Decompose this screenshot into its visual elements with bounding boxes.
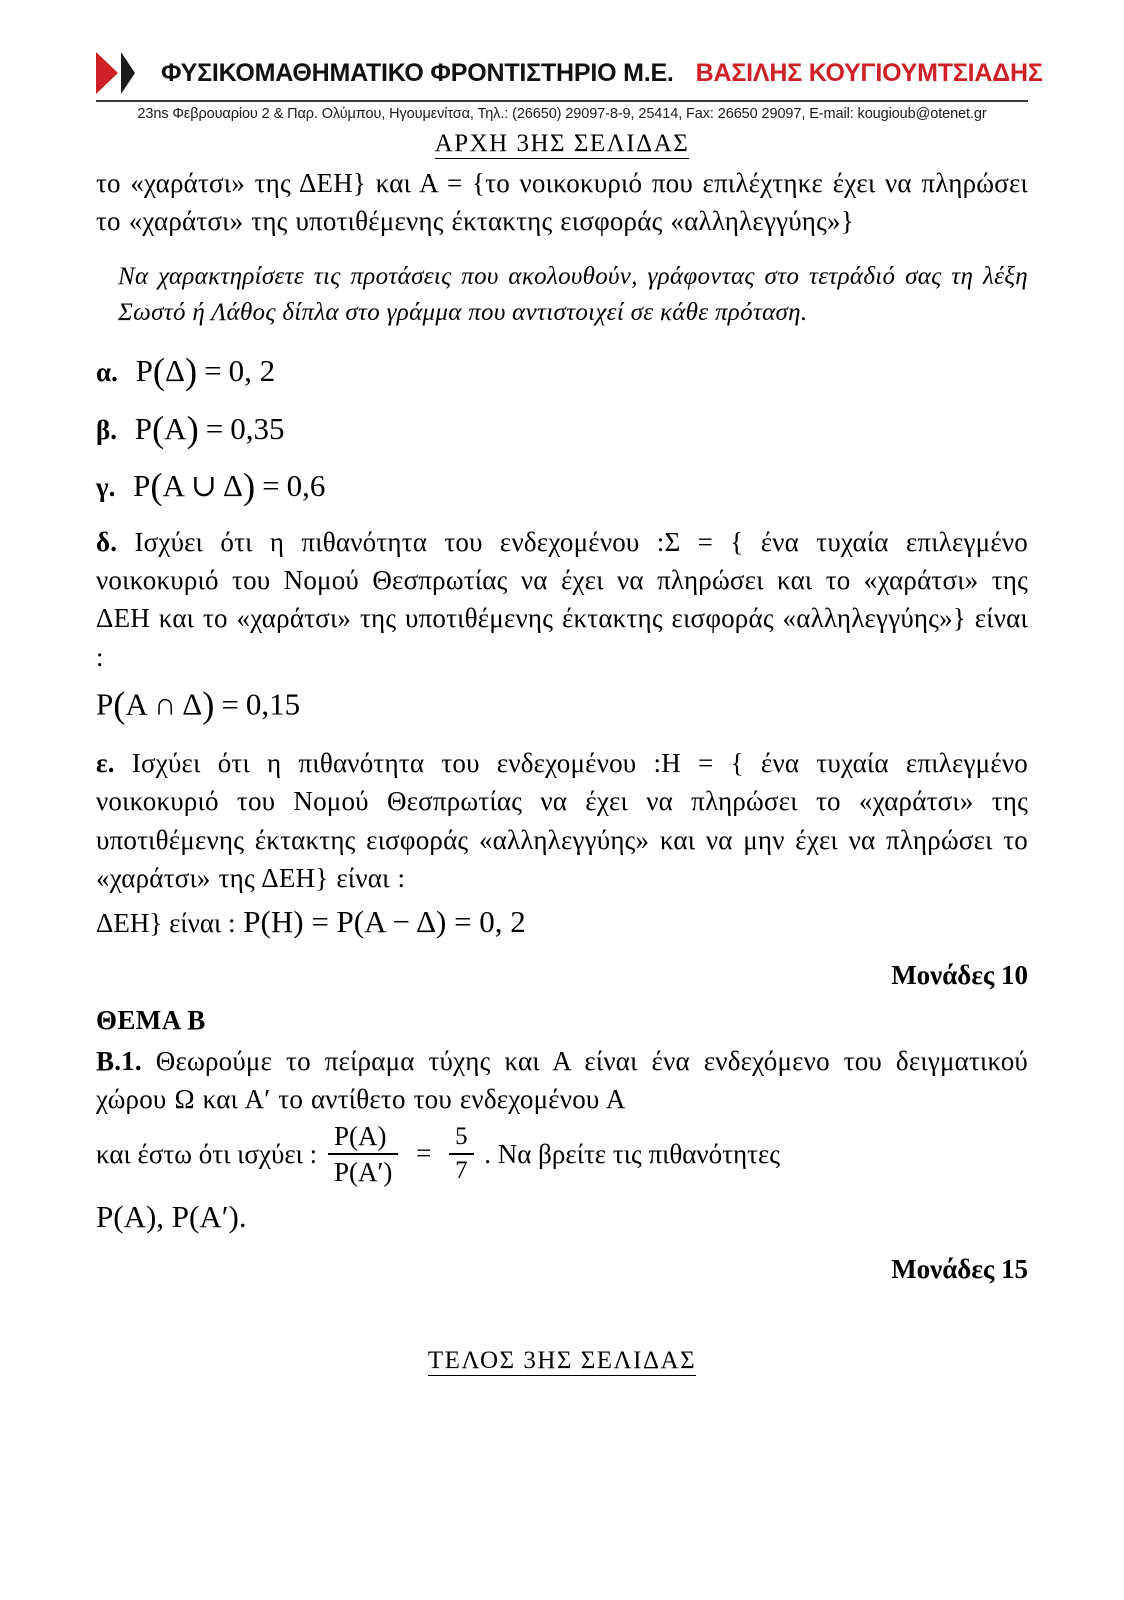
statement-alpha-label: α. xyxy=(96,356,118,387)
statement-epsilon-equation: P(Η) = P(Α − Δ) = 0, 2 xyxy=(243,904,526,940)
statement-beta xyxy=(96,407,1028,451)
statement-beta-label: β. xyxy=(96,414,117,445)
statement-alpha xyxy=(96,349,1028,393)
probability-symbol: P xyxy=(96,686,114,722)
units-10: Μονάδες 10 xyxy=(891,959,1028,990)
statement-delta-formula: P(Α ∩ Δ) = 0,15 xyxy=(96,684,301,726)
letterhead-row xyxy=(96,52,1043,94)
equals-sign: = xyxy=(416,1138,432,1169)
b1-paragraph xyxy=(96,1042,1028,1119)
value: 0,15 xyxy=(245,686,301,722)
letterhead xyxy=(0,0,1124,122)
event-argument: Α ∪ Δ xyxy=(162,468,243,504)
b1-tail: . Να βρείτε τις πιθανότητες xyxy=(484,1138,780,1169)
fraction-numerator: P(Α) xyxy=(328,1121,398,1155)
page-start-marker-text: ΑΡΧΗ 3ΗΣ ΣΕΛΙΔΑΣ xyxy=(434,130,690,157)
b1-lead-in: και έστω ότι ισχύει : xyxy=(96,1138,318,1169)
b1-final-formula: P(Α), P(Α′). xyxy=(96,1198,247,1234)
statement-delta-body: Ισχύει ότι η πιθανότητα του ενδεχομένου :Σ = { ένα τυχαία επιλεγμένο νοικοκυριό του Νομού Θεσπρωτίας να έχει να πληρώσει και το «χαράτσι» της ΔΕΗ και το «χαράτσι» της υποτιθέμενης έκτακτης εισφοράς «αλληλεγγύης»} είναι : xyxy=(96,526,1029,672)
page-start-marker xyxy=(96,130,1028,158)
statement-epsilon-text xyxy=(96,744,1028,897)
page-end-marker xyxy=(96,1347,1028,1375)
statement-epsilon-tail-prefix: ΔΕΗ} είναι : xyxy=(96,908,236,939)
b1-label: Β.1. xyxy=(96,1045,142,1076)
statement-epsilon-formula xyxy=(96,903,1028,942)
contact-address-line: 23ns Φεβρουαρίου 2 & Παρ. Ολύμπου, Ηγουμενίτσα, Τηλ.: (26650) 29097-8-9, 25414, Fax: 26650 29097, E-mail: kougioub@otenet.gr xyxy=(137,106,987,122)
b1-equation-line xyxy=(96,1120,1028,1190)
value: 0,35 xyxy=(230,410,285,446)
chevron-outline-icon xyxy=(121,52,135,94)
statement-gamma xyxy=(96,465,1028,509)
value-fraction-numerator: 5 xyxy=(449,1123,473,1155)
brand-name-left: ΦΥΣΙΚΟΜΑΘΗΜΑΤΙΚΟ ΦΡΟΝΤΙΣΤΗΡΙΟ Μ.Ε. xyxy=(161,58,674,87)
statement-epsilon-label: ε. xyxy=(96,747,115,778)
double-chevron-logo-icon xyxy=(96,52,139,94)
header-divider xyxy=(96,100,1028,102)
statement-delta-text xyxy=(96,523,1028,676)
value: 0,6 xyxy=(286,468,326,504)
statement-delta-label: δ. xyxy=(96,526,118,557)
page-content xyxy=(0,130,1124,1375)
event-argument: Α ∩ Δ xyxy=(125,686,203,722)
statement-alpha-formula: P(Δ) = 0, 2 xyxy=(135,350,276,392)
statement-beta-formula: P(Α) = 0,35 xyxy=(134,408,285,450)
b1-body: Θεωρούμε το πείραμα τύχης και Α είναι ένα ενδεχόμενο του δειγματικού χώρου Ω και Α′ το αντίθετο του ενδεχομένου Α xyxy=(96,1045,1028,1115)
chevron-solid-icon xyxy=(96,52,118,94)
probability-symbol: P xyxy=(134,410,152,446)
statement-gamma-label: γ. xyxy=(96,472,116,503)
theme-b-title: ΘΕΜΑ Β xyxy=(96,1004,206,1035)
probability-ratio-fraction xyxy=(328,1121,398,1188)
probability-symbol: P xyxy=(133,468,151,504)
units-15: Μονάδες 15 xyxy=(891,1254,1028,1285)
fraction-denominator: P(Α′) xyxy=(333,1156,393,1187)
event-argument: Δ xyxy=(165,352,185,388)
statement-epsilon-body: Ισχύει ότι η πιθανότητα του ενδεχομένου :Η = { ένα τυχαία επιλεγμένο νοικοκυριό του Νομού Θεσπρωτίας να έχει να πληρώσει το «χαράτσι» της υποτιθέμενης έκτακτης εισφοράς «αλληλεγγύης» και να μην έχει να πληρώσει το «χαράτσι» της ΔΕΗ} είναι : xyxy=(96,747,1029,893)
instruction-paragraph: Να χαρακτηρίσετε τις προτάσεις που ακολουθούν, γράφοντας στο τετράδιό σας τη λέξη Σωστό ή Λάθος δίπλα στο γράμμα που αντιστοιχεί σε κάθε πρόταση. xyxy=(118,262,1028,326)
probability-symbol: P xyxy=(135,352,153,388)
statement-gamma-formula: P(Α ∪ Δ) = 0,6 xyxy=(133,465,326,507)
page-end-marker-text: ΤΕΛΟΣ 3ΗΣ ΣΕΛΙΔΑΣ xyxy=(427,1347,697,1375)
brand-name-right: ΒΑΣΙΛΗΣ ΚΟΥΓΙΟΥΜΤΣΙΑΔΗΣ xyxy=(695,58,1043,87)
intro-paragraph: το «χαράτσι» της ΔΕΗ} και Α = {το νοικοκυριό που επιλέχτηκε έχει να πληρώσει το «χαράτσι» της υποτιθέμενης έκτακτης εισφοράς «αλληλεγγύης»} xyxy=(96,168,1028,237)
value-fraction xyxy=(449,1123,473,1185)
value: 0, 2 xyxy=(228,352,276,388)
event-argument: Α xyxy=(164,410,187,446)
value-fraction-denominator: 7 xyxy=(455,1156,468,1184)
